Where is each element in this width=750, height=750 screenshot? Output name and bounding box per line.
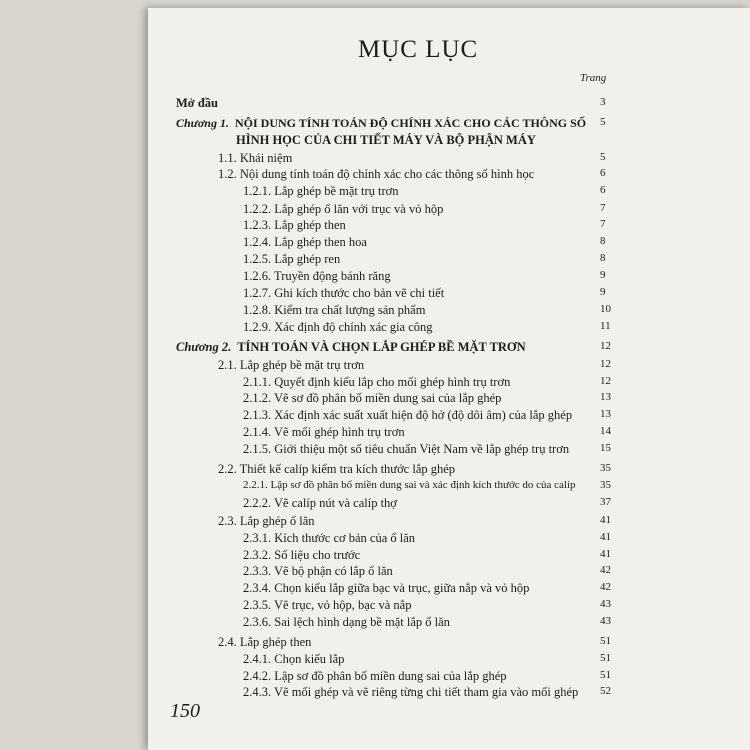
toc-entry-text xyxy=(243,581,529,596)
toc-entry-title: NỘI DUNG TÍNH TOÁN ĐỘ CHÍNH XÁC CHO CÁC THÔNG SỐ xyxy=(234,116,587,131)
toc-entry-title: HÌNH HỌC CỦA CHI TIẾT MÁY VÀ BỘ PHẬN MÁY xyxy=(236,132,536,147)
toc-entry-page: 7 xyxy=(600,201,606,214)
toc-entry-page: 12 xyxy=(600,340,611,353)
toc-entry-page: 6 xyxy=(600,167,606,180)
toc-entry-text xyxy=(243,408,572,423)
toc-entry-page: 35 xyxy=(600,462,611,475)
toc-entry-title: 1.2.9. Xác định độ chính xác gia công xyxy=(243,319,433,334)
toc-entry-title: 1.2.3. Lắp ghép then xyxy=(243,218,346,233)
toc-entry-page: 51 xyxy=(600,651,611,664)
toc-entry-text xyxy=(243,669,507,684)
chapter-label: Chương 1. xyxy=(176,116,229,131)
toc-entry-text xyxy=(243,391,501,406)
toc-entry-title: 2.3.2. Số liệu cho trước xyxy=(243,547,361,562)
toc-entry-title: 2.1. Lắp ghép bề mặt trụ trơn xyxy=(218,357,365,372)
toc-entry-text xyxy=(176,340,526,355)
toc-entry-page: 51 xyxy=(600,635,611,648)
toc-entry-title: 1.2.1. Lắp ghép bề mặt trụ trơn xyxy=(243,184,399,199)
toc-entry-text xyxy=(243,652,344,667)
toc-entry-title: 2.1.5. Giới thiệu một số tiêu chuẩn Việt Nam về lắp ghép trụ trơn xyxy=(243,441,570,456)
toc-entry-title: 2.3.5. Vẽ trục, vỏ hộp, bạc và nắp xyxy=(243,597,412,612)
page-column-header: Trang xyxy=(580,72,607,84)
toc-entry-text xyxy=(243,252,340,267)
toc-entry-text xyxy=(243,615,450,630)
toc-entry-text xyxy=(243,202,443,217)
toc-entry-title: 1.2.6. Truyền động bánh răng xyxy=(243,268,391,283)
toc-entry-title: TÍNH TOÁN VÀ CHỌN LẮP GHÉP BỀ MẶT TRƠN xyxy=(237,340,526,355)
toc-entry-text xyxy=(218,358,364,373)
toc-entry-page: 12 xyxy=(600,357,611,370)
toc-entry-title: 1.2.8. Kiểm tra chất lượng sản phẩm xyxy=(243,303,426,318)
toc-entry-page: 6 xyxy=(600,184,606,197)
toc-entry-page: 11 xyxy=(600,319,611,332)
toc-entry-text xyxy=(243,269,391,284)
toc-entry-title: 2.3.3. Vẽ bộ phận có lắp ổ lăn xyxy=(243,564,393,579)
toc-entry-text xyxy=(243,286,444,301)
toc-entry-text xyxy=(218,167,534,182)
toc-entry-page: 8 xyxy=(600,251,606,264)
toc-entry-page: 35 xyxy=(600,478,611,491)
toc-entry-title: 1.2. Nội dung tính toán độ chính xác cho các thông số hình học xyxy=(218,167,535,182)
toc-entry-page: 10 xyxy=(600,303,611,316)
toc-entry-text xyxy=(243,425,405,440)
toc-entry-text xyxy=(176,96,218,111)
toc-entry-title: 2.2.2. Vẽ calíp nút và calíp thợ xyxy=(243,495,397,510)
toc-entry-page: 3 xyxy=(600,95,606,108)
toc-entry-page: 41 xyxy=(600,547,611,560)
toc-entry-page: 9 xyxy=(600,286,606,299)
toc-entry-title: 2.4.2. Lập sơ đồ phân bố miền dung sai của lắp ghép xyxy=(243,668,507,683)
toc-entry-title: 2.2. Thiết kế calíp kiểm tra kích thước lắp ghép xyxy=(218,462,456,477)
toc-entry-page: 13 xyxy=(600,391,611,404)
toc-entry-text xyxy=(243,184,399,199)
toc-entry-page: 52 xyxy=(600,685,611,698)
toc-entry-text xyxy=(243,531,415,546)
book-page xyxy=(148,8,750,750)
toc-entry-text xyxy=(236,133,536,148)
toc-entry-text xyxy=(243,685,578,700)
toc-entry xyxy=(148,615,750,635)
toc-entry-page: 37 xyxy=(600,495,611,508)
toc-entry-title: 1.2.5. Lắp ghép ren xyxy=(243,251,341,266)
toc-entry-title: 2.2.1. Lập sơ đồ phân bố miền dung sai và xác định kích thước do của calíp xyxy=(243,478,576,491)
page-title: MỤC LỤC xyxy=(358,36,479,63)
toc-entry-text xyxy=(243,442,569,457)
toc-entry-title: 1.2.7. Ghi kích thước cho bản vẽ chi tiết xyxy=(243,286,445,301)
toc-entry-page: 8 xyxy=(600,235,606,248)
toc-entry-title: 2.3.4. Chọn kiểu lắp giữa bạc và trục, giữa nắp và vỏ hộp xyxy=(243,581,530,596)
chapter-label: Chương 2. xyxy=(176,340,232,355)
toc-entry-title: 2.4.3. Vẽ mối ghép và vẽ riêng từng chi tiết tham gia vào mối ghép xyxy=(243,685,579,700)
toc-entry-title: 1.2.2. Lắp ghép ổ lăn với trục và vỏ hộp xyxy=(243,201,444,216)
toc-entry-page: 15 xyxy=(600,441,611,454)
toc-entry-text xyxy=(243,548,360,563)
toc-entry-title: 2.3.1. Kích thước cơ bản của ổ lăn xyxy=(243,530,416,545)
toc-entry-page: 42 xyxy=(600,581,611,594)
toc-entry-title: Mở đầu xyxy=(176,95,218,110)
toc-entry xyxy=(148,685,750,705)
toc-entry xyxy=(148,442,750,462)
toc-entry-text xyxy=(243,218,346,233)
toc-entry-page: 7 xyxy=(600,218,606,231)
toc-entry-page: 5 xyxy=(600,116,606,129)
toc-entry-title: 2.1.3. Xác định xác suất xuất hiện độ hở (độ dôi âm) của lắp ghép xyxy=(243,408,573,423)
toc-entry-text xyxy=(243,496,397,511)
toc-entry-text xyxy=(218,635,311,650)
toc-entry-title: 2.1.2. Vẽ sơ đồ phân bố miền dung sai của lắp ghép xyxy=(243,391,502,406)
toc-entry-title: 2.1.4. Vẽ mối ghép hình trụ trơn xyxy=(243,424,405,439)
toc-entry-text xyxy=(176,116,586,131)
toc-entry-page: 42 xyxy=(600,564,611,577)
toc-entry-text xyxy=(243,564,393,579)
toc-entry-page: 43 xyxy=(600,597,611,610)
toc-entry-title: 2.3.6. Sai lệch hình dạng bề mặt lắp ổ lăn xyxy=(243,614,450,629)
footer-page-number: 150 xyxy=(170,700,200,722)
toc-entry-page: 41 xyxy=(600,530,611,543)
toc-entry-text xyxy=(243,479,576,491)
toc-entry xyxy=(148,96,750,116)
toc-entry-page: 13 xyxy=(600,408,611,421)
toc-entry-page: 12 xyxy=(600,374,611,387)
toc-entry-text xyxy=(218,462,455,477)
toc-entry-title: 1.1. Khái niệm xyxy=(218,150,293,165)
toc-entry-text xyxy=(243,320,433,335)
toc-entry-text xyxy=(243,303,425,318)
toc-entry-page: 41 xyxy=(600,514,611,527)
toc-entry-text xyxy=(243,375,510,390)
toc-entry-title: 1.2.4. Lắp ghép then hoa xyxy=(243,235,367,250)
toc-entry-title: 2.4.1. Chọn kiểu lắp xyxy=(243,651,345,666)
toc-entry-text xyxy=(218,514,315,529)
toc-entry xyxy=(148,496,750,516)
toc-entry-page: 9 xyxy=(600,268,606,281)
toc-entry xyxy=(148,320,750,340)
toc-entry-page: 5 xyxy=(600,150,606,163)
toc-entry-title: 2.4. Lắp ghép then xyxy=(218,635,312,650)
toc-entry-page: 43 xyxy=(600,614,611,627)
toc-entry-page: 51 xyxy=(600,668,611,681)
toc-entry-text xyxy=(218,151,292,166)
toc-entry-title: 2.3. Lắp ghép ổ lăn xyxy=(218,514,315,529)
toc-entry-text xyxy=(243,235,367,250)
toc-entry-page: 14 xyxy=(600,424,611,437)
toc-entry-text xyxy=(243,598,411,613)
toc-entry-title: 2.1.1. Quyết định kiểu lắp cho mối ghép hình trụ trơn xyxy=(243,374,511,389)
